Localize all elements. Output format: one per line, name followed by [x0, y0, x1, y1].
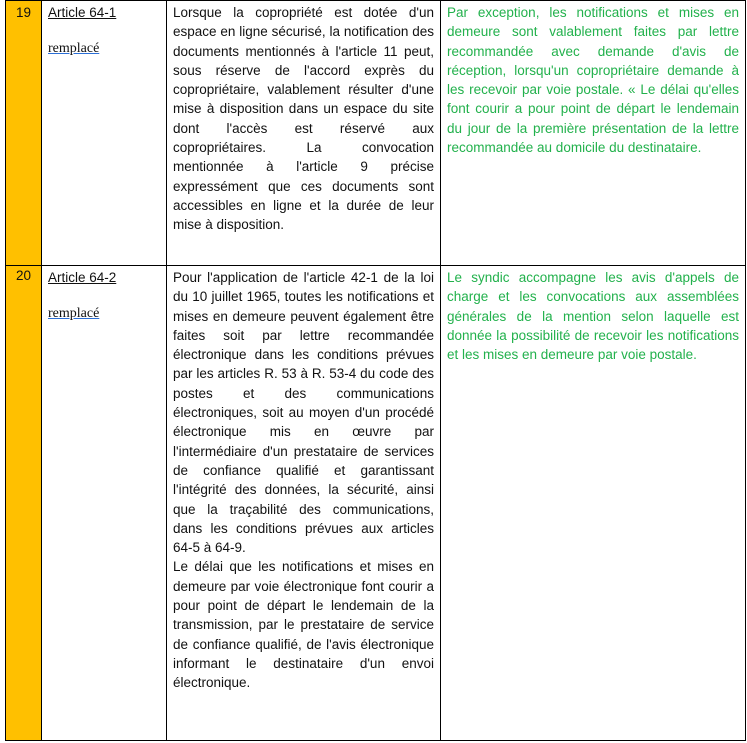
table-row [6, 266, 746, 741]
row-number: 20 [6, 266, 42, 741]
article-cell [42, 1, 167, 266]
new-text-paragraph: Le syndic accompagne les avis d'appels de charge et les convocations aux assemblées générales de la mention selon laquelle est donnée la possibilité de recevoir les notifications et les mises en demeure par voie postale. [447, 270, 739, 363]
old-text-cell [167, 266, 441, 741]
old-text-cell [167, 1, 441, 266]
new-text-cell [441, 1, 746, 266]
article-status: remplacé [48, 306, 100, 322]
article-status: remplacé [48, 41, 100, 57]
article-cell [42, 266, 167, 741]
new-text-paragraph: Par exception, les notifications et mises en demeure sont valablement faites par lettre recommandée avec demande d'avis de réception, lorsqu'un copropriétaire demande à les recevoir par voie postale. « Le délai qu'elles font courir a pour point de départ le lendemain du jour de la première présentation de la lettre recommandée au domicile du destinataire. [447, 5, 739, 156]
article-reference: Article 64-1 [48, 5, 117, 20]
new-text-cell [441, 266, 746, 741]
old-text-paragraph: Pour l'application de l'article 42-1 de la loi du 10 juillet 1965, toutes les notifications et mises en demeure peuvent également être faites soit par lettre recommandée électronique dans les conditions prévues par les articles R. 53 à R. 53-4 du code des postes et des communications électroniques, soit au moyen d'un procédé électronique mis en œuvre par l'intermédiaire d'un prestataire de services de confiance qualifié et garantissant l'intégrité des données, la sécurité, ainsi que la traçabilité des communications, dans les conditions prévues aux articles 64-5 à 64-9. [173, 270, 434, 556]
table-row [6, 1, 746, 266]
comparison-table [5, 0, 746, 741]
old-text-paragraph: Lorsque la copropriété est dotée d'un espace en ligne sécurisé, la notification des documents mentionnés à l'article 11 peut, sous réserve de l'accord exprès du copropriétaire, valablement résulter d'une mise à disposition dans un espace du site dont l'accès est réservé aux copropriétaires. La convocation mentionnée à l'article 9 précise expressément que ces documents sont accessibles en ligne et la durée de leur mise à disposition. [173, 5, 434, 233]
row-number: 19 [6, 1, 42, 266]
old-text-paragraph: Le délai que les notifications et mises en demeure par voie électronique font courir a pour point de départ le lendemain de la transmission, par le prestataire de service de confiance qualifié, de l'avis électronique informant le destinataire d'un envoi électronique. [173, 559, 434, 691]
article-reference: Article 64-2 [48, 270, 117, 285]
